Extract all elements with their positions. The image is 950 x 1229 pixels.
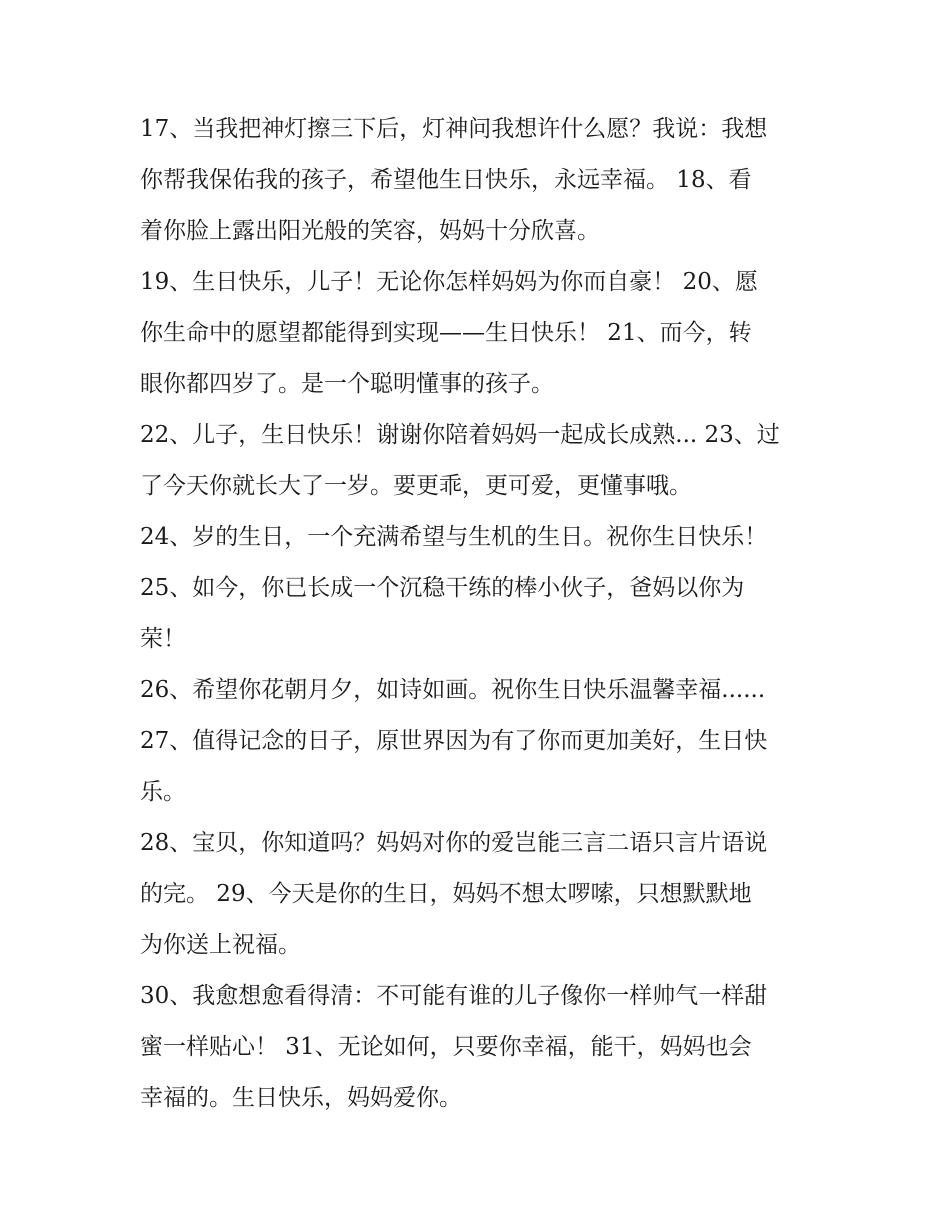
- text-line: 30、我愈想愈看得清：不可能有谁的儿子像你一样帅气一样甜: [140, 983, 768, 1009]
- text-line: 着你脸上露出阳光般的笑容，妈妈十分欣喜。: [140, 218, 600, 244]
- document-page: [140, 104, 820, 1124]
- text-line: 了今天你就长大了一岁。要更乖，更可爱，更懂事哦。: [140, 473, 692, 499]
- text-line: 19、生日快乐，儿子！无论你怎样妈妈为你而自豪！ 20、愿: [140, 269, 758, 295]
- text-line: 眼你都四岁了。是一个聪明懂事的孩子。: [140, 371, 554, 397]
- text-line: 幸福的。生日快乐，妈妈爱你。: [140, 1085, 462, 1111]
- text-line: 荣！: [140, 626, 186, 652]
- text-line: 蜜一样贴心！ 31、无论如何，只要你幸福，能干，妈妈也会: [140, 1034, 752, 1060]
- text-line: 的完。 29、今天是你的生日，妈妈不想太啰嗦，只想默默地: [140, 881, 752, 907]
- text-line: 25、如今，你已长成一个沉稳干练的棒小伙子，爸妈以你为: [140, 575, 745, 601]
- text-line: 22、儿子，生日快乐！谢谢你陪着妈妈一起成长成熟... 23、过: [140, 422, 780, 448]
- text-line: 你生命中的愿望都能得到实现——生日快乐！ 21、而今，转: [140, 320, 752, 346]
- text-line: 28、宝贝，你知道吗？妈妈对你的爱岂能三言二语只言片语说: [140, 830, 768, 856]
- text-line: 26、希望你花朝月夕，如诗如画。祝你生日快乐温馨幸福......: [140, 677, 766, 703]
- text-line: 为你送上祝福。: [140, 932, 301, 958]
- text-line: 乐。: [140, 779, 186, 805]
- text-line: 24、岁的生日，一个充满希望与生机的生日。祝你生日快乐！: [140, 524, 768, 550]
- text-line: 27、值得记念的日子，原世界因为有了你而更加美好，生日快: [140, 728, 768, 754]
- text-line: 17、当我把神灯擦三下后，灯神问我想许什么愿？我说：我想: [140, 116, 768, 142]
- text-line: 你帮我保佑我的孩子，希望他生日快乐，永远幸福。 18、看: [140, 167, 752, 193]
